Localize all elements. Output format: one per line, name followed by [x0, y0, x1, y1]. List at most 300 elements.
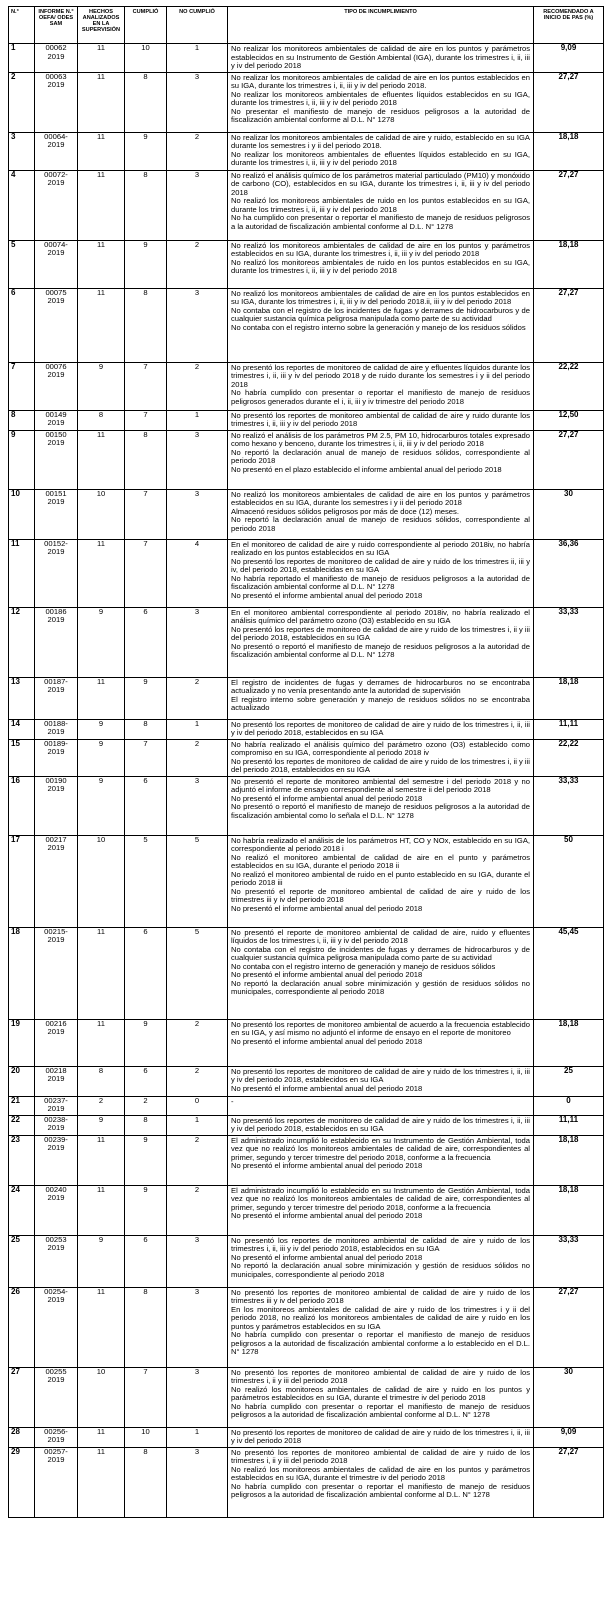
row-no-cumplio: 1: [167, 44, 228, 73]
incumplimiento-item: No presentó los reportes de monitoreo de calidad de aire y efluentes líquidos durante los trimestres i, ii, iii y iv del periodo 2018 y de ruido durante los semestres i y ii del periodo 2018: [231, 362, 530, 389]
row-informe: 00063 2019: [35, 72, 78, 132]
row-no-cumplio: 1: [167, 410, 228, 430]
row-no-cumplio: 1: [167, 1427, 228, 1447]
table-row: [9, 1115, 604, 1135]
header-hechos: HECHOS ANALIZADOS EN LA SUPERVISIÓN: [78, 7, 125, 44]
row-recomendado-pct: 50: [534, 835, 604, 927]
row-informe: 00257-2019: [35, 1447, 78, 1517]
row-number: 26: [9, 1287, 35, 1367]
row-cumplio: 6: [125, 1235, 167, 1287]
row-recomendado-pct: 18,18: [534, 132, 604, 170]
row-number: 7: [9, 362, 35, 410]
incumplimiento-item: No realizó el monitoreo ambiental de ruido en el punto establecido en su IGA, durante el periodo 2018 iii: [231, 869, 530, 887]
row-hechos: 11: [78, 240, 125, 288]
row-number: 29: [9, 1447, 35, 1517]
incumplimiento-item: No habría realizado el análisis de los parámetros HT, CO y NOx, establecido en su IGA, correspondiente al periodo 2018 i: [231, 835, 530, 853]
table-row: [9, 44, 604, 73]
row-number: 14: [9, 719, 35, 739]
row-recomendado-pct: 12,50: [534, 410, 604, 430]
row-informe: 00187-2019: [35, 677, 78, 719]
row-hechos: 9: [78, 607, 125, 677]
row-no-cumplio: 3: [167, 1287, 228, 1367]
table-row: [9, 835, 604, 927]
row-tipo-incumplimiento: [228, 739, 534, 776]
row-tipo-incumplimiento: [228, 1066, 534, 1096]
row-number: 13: [9, 677, 35, 719]
table-row: [9, 1287, 604, 1367]
row-recomendado-pct: 18,18: [534, 1019, 604, 1066]
table-row: [9, 1427, 604, 1447]
row-number: 5: [9, 240, 35, 288]
row-informe: 00239-2019: [35, 1135, 78, 1185]
row-hechos: 11: [78, 1185, 125, 1235]
header-informe: INFORME N.° OEFA/ ODES SAM: [35, 7, 78, 44]
incumplimiento-item: No presentó el informe ambiental anual del periodo 2018: [231, 903, 423, 913]
row-hechos: 11: [78, 132, 125, 170]
row-hechos: 9: [78, 1115, 125, 1135]
row-number: 18: [9, 927, 35, 1019]
table-row: [9, 1135, 604, 1185]
incumplimiento-item: No presentó el informe ambiental anual del periodo 2018: [231, 1036, 423, 1046]
row-number: 24: [9, 1185, 35, 1235]
row-hechos: 9: [78, 739, 125, 776]
incumplimiento-item: No reportó la declaración anual sobre minimización y gestión de residuos sólidos no municipales, correspondiente al periodo 2018: [231, 1261, 530, 1279]
row-informe: 00215-2019: [35, 927, 78, 1019]
row-no-cumplio: 1: [167, 719, 228, 739]
row-hechos: 11: [78, 72, 125, 132]
row-hechos: 11: [78, 1287, 125, 1367]
row-number: 3: [9, 132, 35, 170]
table-row: [9, 739, 604, 776]
table-row: [9, 489, 604, 539]
row-informe: 00075 2019: [35, 288, 78, 362]
incumplimiento-item: No presentó o reportó el manifiesto de manejo de residuos peligrosos a la autoridad de fiscalización ambiental como lo señala el D.L. N° 1278: [231, 802, 530, 820]
row-recomendado-pct: 18,18: [534, 1185, 604, 1235]
row-recomendado-pct: 27,27: [534, 1287, 604, 1367]
incumplimiento-item: No realizó los monitoreos ambientales de calidad de aire en los puntos y parámetros establecidos en su IGA, durante los trimestres i, ii, iii y iv del periodo 2018: [231, 240, 530, 258]
document-page: [8, 6, 603, 1518]
row-cumplio: 7: [125, 410, 167, 430]
row-number: 16: [9, 776, 35, 835]
row-no-cumplio: 2: [167, 739, 228, 776]
row-informe: 00149 2019: [35, 410, 78, 430]
row-no-cumplio: 2: [167, 1066, 228, 1096]
table-row: [9, 240, 604, 288]
incumplimientos-table: [8, 6, 604, 1518]
table-row: [9, 170, 604, 240]
incumplimiento-item: En el monitoreo de calidad de aire y ruido correspondiente al periodo 2018iv, no habría realizado en los puntos establecidos en su IGA: [231, 539, 530, 557]
row-recomendado-pct: 22,22: [534, 362, 604, 410]
row-tipo-incumplimiento: [228, 677, 534, 719]
row-tipo-incumplimiento: [228, 362, 534, 410]
incumplimiento-item: No realizar los monitoreos ambientales de efluentes líquidos establecido en su IGA, durante los trimestres i, ii, iii y iv del periodo 2018: [231, 149, 530, 167]
row-hechos: 8: [78, 1066, 125, 1096]
row-tipo-incumplimiento: [228, 1135, 534, 1185]
row-informe: 00190 2019: [35, 776, 78, 835]
row-cumplio: 6: [125, 607, 167, 677]
row-recomendado-pct: 18,18: [534, 677, 604, 719]
table-row: [9, 776, 604, 835]
table-row: [9, 927, 604, 1019]
incumplimiento-item: No habría cumplido con presentar o reportar el manifiesto de manejo de residuos peligrosos a la autoridad de fiscalización ambiental conforme al D.L. N° 1278: [231, 1401, 530, 1419]
incumplimiento-item: -: [231, 1096, 234, 1106]
row-informe: 00186 2019: [35, 607, 78, 677]
row-hechos: 11: [78, 170, 125, 240]
row-number: 2: [9, 72, 35, 132]
incumplimiento-item: No presentó los reportes de monitoreo ambiental de calidad de aire y ruido durante los trimestres i, ii, iii y iv del periodo 2018: [231, 410, 530, 428]
incumplimiento-item: No presentó el informe ambiental anual del periodo 2018: [231, 1252, 423, 1262]
row-informe: 00256-2019: [35, 1427, 78, 1447]
table-row: [9, 719, 604, 739]
row-no-cumplio: 3: [167, 1367, 228, 1427]
incumplimiento-item: No habría cumplido con presentar o reportar el manifiesto de manejo de residuos peligrosos generados durante el i, ii, iii y iv trimestre del periodo 2018: [231, 388, 530, 406]
row-hechos: 9: [78, 362, 125, 410]
incumplimiento-item: No presentó los reportes de monitoreo de calidad de aire y ruido de los trimestres ii, iii y iv, del periodo 2018, establecidas en su IGA: [231, 556, 530, 574]
row-tipo-incumplimiento: [228, 776, 534, 835]
incumplimiento-item: No presentó en el plazo establecido el informe ambiental anual del periodo 2018: [231, 464, 502, 474]
row-hechos: 11: [78, 44, 125, 73]
row-cumplio: 10: [125, 44, 167, 73]
table-row: [9, 677, 604, 719]
incumplimiento-item: No realizar los monitoreos ambientales de efluentes líquidos establecidos en su IGA, durante los trimestres i, ii, iii y iv del periodo 2018: [231, 89, 530, 107]
row-cumplio: 8: [125, 288, 167, 362]
row-number: 11: [9, 539, 35, 607]
incumplimiento-item: El administrado incumplió lo establecido en su Instrumento de Gestión Ambiental, toda vez que no realizó los monitoreos ambientales de calidad de aire, correspondientes al primer, segundo y tercer trimestre del periodo 2018, conforme a la frecuencia: [231, 1135, 530, 1162]
incumplimiento-item: No presentó los reportes de monitoreo ambiental de calidad de aire y ruido de los trimestres iii y iv del periodo 2018: [231, 1287, 530, 1305]
incumplimiento-item: No presentó el reporte de monitoreo ambiental de calidad de aire y ruido de los trimestres iii y iv del periodo 2018: [231, 886, 530, 904]
row-recomendado-pct: 22,22: [534, 739, 604, 776]
row-no-cumplio: 3: [167, 1447, 228, 1517]
incumplimiento-item: No reportó la declaración anual de manejo de residuos sólidos, correspondiente al periodo 2018: [231, 447, 530, 465]
row-recomendado-pct: 27,27: [534, 72, 604, 132]
row-recomendado-pct: 27,27: [534, 430, 604, 489]
row-tipo-incumplimiento: [228, 1019, 534, 1066]
incumplimiento-item: No presentó los reportes de monitoreo ambiental de calidad de aire y ruido de los trimestres i, ii, iii y iv del periodo 2018, establecidos en su IGA: [231, 1235, 530, 1253]
incumplimiento-item: No realizó el monitoreo ambiental de calidad de aire en el punto y parámetros establecidos en su IGA, durante el periodo 2018 ii: [231, 852, 530, 870]
table-row: [9, 539, 604, 607]
incumplimiento-item: No presentó los reportes de monitoreo ambiental de acuerdo a la frecuencia establecido en su IGA, y así mismo no adjuntó el informe de ensayo en el reporte de monitoreo: [231, 1019, 530, 1037]
row-number: 15: [9, 739, 35, 776]
row-no-cumplio: 5: [167, 835, 228, 927]
row-informe: 00237-2019: [35, 1096, 78, 1115]
row-hechos: 10: [78, 1367, 125, 1427]
row-informe: 00217 2019: [35, 835, 78, 927]
incumplimiento-item: No realizó el análisis químico de los parámetros material particulado (PM10) y monóxido de carbono (CO), establecidos en su IGA, durante los trimestres i, ii, iii y iv del periodo 2018: [231, 170, 530, 197]
row-cumplio: 8: [125, 72, 167, 132]
incumplimiento-item: No realizó los monitoreos ambientales de ruido en los puntos establecidos en su IGA, durante los trimestres i, ii, iii y iv del periodo 2018: [231, 196, 530, 214]
incumplimiento-item: No presentó el informe ambiental anual del periodo 2018: [231, 1161, 423, 1170]
table-row: [9, 132, 604, 170]
row-no-cumplio: 2: [167, 677, 228, 719]
row-tipo-incumplimiento: [228, 1235, 534, 1287]
row-hechos: 11: [78, 677, 125, 719]
header-cumplio: CUMPLIÓ: [125, 7, 167, 44]
row-number: 19: [9, 1019, 35, 1066]
incumplimiento-item: El registro interno sobre generación y manejo de residuos sólidos no se encontraba actualizado: [231, 694, 530, 712]
row-recomendado-pct: 36,36: [534, 539, 604, 607]
row-cumplio: 7: [125, 739, 167, 776]
row-tipo-incumplimiento: [228, 1185, 534, 1235]
row-informe: 00216 2019: [35, 1019, 78, 1066]
row-tipo-incumplimiento: [228, 607, 534, 677]
table-body: [9, 44, 604, 1518]
incumplimiento-item: No realizó los monitoreos ambientales de ruido en los puntos establecidos en su IGA, durante los trimestres i, ii, iii y iv del periodo 2018: [231, 257, 530, 275]
incumplimiento-item: No presentó los reportes de monitoreo de calidad de aire y ruido de los trimestres i, ii, iii y iv del periodo 2018: [231, 1427, 530, 1445]
row-cumplio: 9: [125, 1185, 167, 1235]
incumplimiento-item: No realizó los monitoreos ambientales de calidad de aire en los puntos y parámetros establecidos en su IGA, durante el trimestre iv del periodo 2018: [231, 1464, 530, 1482]
incumplimiento-item: No presentó el informe ambiental anual del periodo 2018: [231, 1083, 423, 1093]
incumplimiento-item: No reportó la declaración anual sobre minimización y gestión de residuos sólidos no municipales, correspondiente al periodo 2018: [231, 978, 530, 996]
row-informe: 00152-2019: [35, 539, 78, 607]
row-tipo-incumplimiento: [228, 1427, 534, 1447]
row-no-cumplio: 0: [167, 1096, 228, 1115]
row-no-cumplio: 3: [167, 430, 228, 489]
incumplimiento-item: No realizar los monitoreos ambientales de calidad de aire en los puntos y parámetros establecidos en su Instrumento de Gestión Ambiental (IGA), durante los trimestres i, ii, iii y iv del periodo 2018: [231, 44, 530, 70]
row-number: 17: [9, 835, 35, 927]
row-hechos: 11: [78, 430, 125, 489]
row-recomendado-pct: 25: [534, 1066, 604, 1096]
row-number: 27: [9, 1367, 35, 1427]
row-recomendado-pct: 9,09: [534, 1427, 604, 1447]
incumplimiento-item: No ha cumplido con presentar o reportar el manifiesto de manejo de residuos peligrosos a la autoridad de fiscalización ambiental conforme al D.L. N° 1278: [231, 213, 530, 231]
table-row: [9, 430, 604, 489]
row-hechos: 11: [78, 288, 125, 362]
row-no-cumplio: 2: [167, 240, 228, 288]
row-number: 20: [9, 1066, 35, 1096]
table-row: [9, 1447, 604, 1517]
incumplimiento-item: No presentó los reportes de monitoreo ambiental de calidad de aire y ruido de los trimestres i, ii y iii del periodo 2018: [231, 1367, 530, 1385]
row-no-cumplio: 2: [167, 1019, 228, 1066]
row-cumplio: 8: [125, 430, 167, 489]
row-recomendado-pct: 33,33: [534, 776, 604, 835]
row-no-cumplio: 3: [167, 776, 228, 835]
table-header-row: [9, 7, 604, 44]
row-informe: 00253 2019: [35, 1235, 78, 1287]
row-recomendado-pct: 11,11: [534, 719, 604, 739]
row-tipo-incumplimiento: [228, 240, 534, 288]
incumplimiento-item: No habría cumplido con presentar o reportar el manifiesto de manejo de residuos peligrosos a la autoridad de fiscalización ambiental conforme al D.L. N° 1278: [231, 1481, 530, 1499]
row-informe: 00151 2019: [35, 489, 78, 539]
row-no-cumplio: 2: [167, 1185, 228, 1235]
row-informe: 00254-2019: [35, 1287, 78, 1367]
row-cumplio: 7: [125, 362, 167, 410]
row-informe: 00240 2019: [35, 1185, 78, 1235]
incumplimiento-item: En los monitoreos ambientales de calidad de aire y ruido de los trimestres i y ii del periodo 2018, no realizó los monitoreos ambientales de calidad de aire y ruido en los puntos y parámetros establecidos en su IGA: [231, 1304, 530, 1331]
row-number: 1: [9, 44, 35, 73]
incumplimiento-item: No realizó los monitoreos ambientales de calidad de aire y ruido en los puntos y parámetros establecidos en su IGA, durante el trimestre iv del periodo 2018: [231, 1384, 530, 1402]
row-informe: 00072-2019: [35, 170, 78, 240]
row-tipo-incumplimiento: [228, 170, 534, 240]
row-informe: 00189-2019: [35, 739, 78, 776]
row-informe: 00062 2019: [35, 44, 78, 73]
row-cumplio: 9: [125, 1019, 167, 1066]
row-cumplio: 10: [125, 1427, 167, 1447]
row-tipo-incumplimiento: [228, 288, 534, 362]
row-recomendado-pct: 27,27: [534, 170, 604, 240]
incumplimiento-item: No presentar el manifiesto de manejo de residuos peligrosos a la autoridad de fiscalización ambiental conforme al D.L. N° 1278: [231, 106, 530, 124]
table-row: [9, 362, 604, 410]
row-tipo-incumplimiento: [228, 1115, 534, 1135]
row-informe: 00255 2019: [35, 1367, 78, 1427]
incumplimiento-item: Almacenó residuos sólidos peligrosos por más de doce (12) meses.: [231, 506, 459, 516]
row-tipo-incumplimiento: [228, 410, 534, 430]
incumplimiento-item: No realizó el análisis de los parámetros PM 2.5, PM 10, hidrocarburos totales expresado como hexano y benceno, durante los trimestres i, ii, iii y iv del periodo 2018: [231, 430, 530, 448]
incumplimiento-item: No presentó el informe ambiental anual del periodo 2018: [231, 793, 423, 803]
incumplimiento-item: No presentó el informe ambiental anual del periodo 2018: [231, 590, 423, 600]
row-informe: 00076 2019: [35, 362, 78, 410]
incumplimiento-item: En el monitoreo ambiental correspondiente al periodo 2018iv, no habría realizado el análisis químico del parámetro ozono (O3) establecido en su IGA: [231, 607, 530, 625]
incumplimiento-item: El administrado incumplió lo establecido en su Instrumento de Gestión Ambiental, toda vez que no realizó los monitoreos ambientales de calidad de aire, correspondientes al primer, segundo y tercer trimestre del periodo 2018, conforme a la frecuencia: [231, 1185, 530, 1212]
row-cumplio: 2: [125, 1096, 167, 1115]
row-tipo-incumplimiento: [228, 1287, 534, 1367]
incumplimiento-item: No presentó los reportes de monitoreo de calidad de aire y ruido de los trimestres i, ii y iii del periodo 2018, establecidos en su IGA: [231, 756, 530, 774]
row-tipo-incumplimiento: [228, 72, 534, 132]
row-tipo-incumplimiento: [228, 835, 534, 927]
row-tipo-incumplimiento: [228, 1447, 534, 1517]
row-no-cumplio: 2: [167, 132, 228, 170]
header-n: N.°: [9, 7, 35, 44]
row-number: 10: [9, 489, 35, 539]
incumplimiento-item: No presentó los reportes de monitoreo de calidad de aire y ruido de los trimestres i, ii, iii y iv del periodo 2018, establecidos en su IGA: [231, 1115, 530, 1133]
incumplimiento-item: No habría reportado el manifiesto de manejo de residuos peligrosos a la autoridad de fiscalización ambiental conforme al D.L. N° 1278: [231, 573, 530, 591]
row-recomendado-pct: 18,18: [534, 240, 604, 288]
incumplimiento-item: No realizó los monitoreos ambientales de calidad de aire en los puntos establecidos en su IGA, durante los trimestres i, ii, iii y iv del periodo 2018.ii, iii y iv del periodo 2018: [231, 288, 530, 306]
incumplimiento-item: No habría realizado el análisis químico del parámetro ozono (O3) establecido como compromiso en su IGA, correspondiente al periodo 2018 iv: [231, 739, 530, 757]
row-informe: 00218 2019: [35, 1066, 78, 1096]
row-no-cumplio: 4: [167, 539, 228, 607]
table-row: [9, 1019, 604, 1066]
row-hechos: 10: [78, 835, 125, 927]
row-no-cumplio: 3: [167, 72, 228, 132]
table-row: [9, 72, 604, 132]
row-hechos: 8: [78, 410, 125, 430]
incumplimiento-item: No presentó los reportes de monitoreo de calidad de aire y ruido de los trimestres i, ii y iii del periodo 2018, establecidos en su IGA: [231, 624, 530, 642]
row-recomendado-pct: 0: [534, 1096, 604, 1115]
row-no-cumplio: 3: [167, 1235, 228, 1287]
row-cumplio: 7: [125, 539, 167, 607]
incumplimiento-item: No presentó el informe ambiental anual del periodo 2018: [231, 1211, 423, 1220]
row-number: 9: [9, 430, 35, 489]
row-hechos: 10: [78, 489, 125, 539]
row-no-cumplio: 2: [167, 362, 228, 410]
incumplimiento-item: No habría cumplido con presentar o reportar el manifiesto de manejo de residuos peligrosos a la autoridad de fiscalización ambiental conforme a lo establecido en el D.L. N° 1278: [231, 1330, 530, 1356]
row-no-cumplio: 3: [167, 288, 228, 362]
row-hechos: 11: [78, 1019, 125, 1066]
row-no-cumplio: 3: [167, 170, 228, 240]
incumplimiento-item: No presentó los reportes de monitoreo de calidad de aire y ruido de los trimestres i, ii, iii y iv del periodo 2018, establecidos en su IGA: [231, 719, 530, 737]
row-hechos: 9: [78, 1235, 125, 1287]
row-cumplio: 9: [125, 132, 167, 170]
row-hechos: 9: [78, 776, 125, 835]
row-hechos: 11: [78, 539, 125, 607]
incumplimiento-item: No realizar los monitoreos ambientales de calidad de aire en los puntos establecidos en su IGA, durante los trimestres i, ii, iii y iv del periodo 2018.: [231, 72, 530, 90]
row-number: 22: [9, 1115, 35, 1135]
row-no-cumplio: 2: [167, 1135, 228, 1185]
row-number: 6: [9, 288, 35, 362]
row-cumplio: 8: [125, 170, 167, 240]
row-no-cumplio: 5: [167, 927, 228, 1019]
row-recomendado-pct: 33,33: [534, 1235, 604, 1287]
row-number: 4: [9, 170, 35, 240]
row-informe: 00064-2019: [35, 132, 78, 170]
incumplimiento-item: No contaba con el registro interno sobre la generación y manejo de los residuos sólidos: [231, 322, 526, 332]
row-cumplio: 9: [125, 1135, 167, 1185]
row-recomendado-pct: 11,11: [534, 1115, 604, 1135]
row-tipo-incumplimiento: [228, 719, 534, 739]
row-recomendado-pct: 9,09: [534, 44, 604, 73]
table-row: [9, 410, 604, 430]
header-recomendado: RECOMENDADO A INICIO DE PAS (%): [534, 7, 604, 44]
row-number: 28: [9, 1427, 35, 1447]
row-tipo-incumplimiento: [228, 1367, 534, 1427]
row-no-cumplio: 1: [167, 1115, 228, 1135]
row-recomendado-pct: 45,45: [534, 927, 604, 1019]
table-row: [9, 1096, 604, 1115]
incumplimiento-item: No reportó la declaración anual de manejo de residuos sólidos, correspondiente al periodo 2018: [231, 515, 530, 533]
row-informe: 00188-2019: [35, 719, 78, 739]
row-recomendado-pct: 30: [534, 489, 604, 539]
row-tipo-incumplimiento: [228, 927, 534, 1019]
row-informe: 00150 2019: [35, 430, 78, 489]
incumplimiento-item: No presentó el reporte de monitoreo ambiental de calidad de aire, ruido y efluentes líquidos de los trimestres i, ii, iii y iv del periodo 2018: [231, 927, 530, 945]
header-no-cumplio: NO CUMPLIÓ: [167, 7, 228, 44]
row-cumplio: 9: [125, 677, 167, 719]
row-hechos: 11: [78, 1427, 125, 1447]
row-number: 12: [9, 607, 35, 677]
table-row: [9, 1367, 604, 1427]
row-cumplio: 6: [125, 927, 167, 1019]
incumplimiento-item: No presentó o reportó el manifiesto de manejo de residuos peligrosos a la autoridad de fiscalización ambiental conforme al D.L. N° 1278: [231, 641, 530, 659]
row-hechos: 11: [78, 927, 125, 1019]
row-tipo-incumplimiento: [228, 539, 534, 607]
row-cumplio: 8: [125, 1447, 167, 1517]
row-tipo-incumplimiento: [228, 44, 534, 73]
incumplimiento-item: No realizar los monitoreos ambientales de calidad de aire y ruido, establecido en su IGA durante los semestres i y ii del periodo 2018.: [231, 132, 530, 150]
row-recomendado-pct: 27,27: [534, 288, 604, 362]
header-tipo: TIPO DE INCUMPLIMIENTO: [228, 7, 534, 44]
incumplimiento-item: No realizó los monitoreos ambientales de calidad de aire en los puntos y parámetros establecidos en su IGA, durante los semestres i y ii del periodo 2018: [231, 489, 530, 507]
row-recomendado-pct: 18,18: [534, 1135, 604, 1185]
row-cumplio: 7: [125, 489, 167, 539]
incumplimiento-item: No presentó el informe ambiental anual del periodo 2018: [231, 970, 423, 979]
row-tipo-incumplimiento: [228, 489, 534, 539]
table-row: [9, 1066, 604, 1096]
row-cumplio: 5: [125, 835, 167, 927]
row-recomendado-pct: 27,27: [534, 1447, 604, 1517]
row-no-cumplio: 3: [167, 489, 228, 539]
incumplimiento-item: No contaba con el registro de los incidentes de fugas y derrames de hidrocarburos y de cualquier sustancia química peligrosa manipulada como parte de su actividad: [231, 305, 530, 323]
row-number: 23: [9, 1135, 35, 1185]
row-cumplio: 6: [125, 776, 167, 835]
incumplimiento-item: No contaba con el registro interno de generación y manejo de residuos sólidos: [231, 961, 496, 971]
table-row: [9, 1235, 604, 1287]
row-informe: 00074-2019: [35, 240, 78, 288]
incumplimiento-item: No presentó los reportes de monitoreo ambiental de calidad de aire y ruido de los trimestres i, ii y iii del periodo 2018: [231, 1447, 530, 1465]
row-informe: 00238-2019: [35, 1115, 78, 1135]
incumplimiento-item: No contaba con el registro de incidentes de fugas y derrames de hidrocarburos y de cualquier sustancia química peligrosa manipulada como parte de su actividad: [231, 944, 530, 962]
row-hechos: 11: [78, 1135, 125, 1185]
incumplimiento-item: No presentó el reporte de monitoreo ambiental del semestre i del periodo 2018 y no adjuntó el informe de ensayo correspondiente al semestre ii del periodo 2018: [231, 776, 530, 794]
row-hechos: 11: [78, 1447, 125, 1517]
row-number: 8: [9, 410, 35, 430]
row-cumplio: 8: [125, 1115, 167, 1135]
row-recomendado-pct: 33,33: [534, 607, 604, 677]
row-hechos: 2: [78, 1096, 125, 1115]
incumplimiento-item: No presentó los reportes de monitoreo de calidad de aire y ruido de los trimestres i, ii, iii y iv del periodo 2018, establecidos en su IGA: [231, 1066, 530, 1084]
row-recomendado-pct: 30: [534, 1367, 604, 1427]
row-tipo-incumplimiento: [228, 1096, 534, 1115]
row-tipo-incumplimiento: [228, 430, 534, 489]
